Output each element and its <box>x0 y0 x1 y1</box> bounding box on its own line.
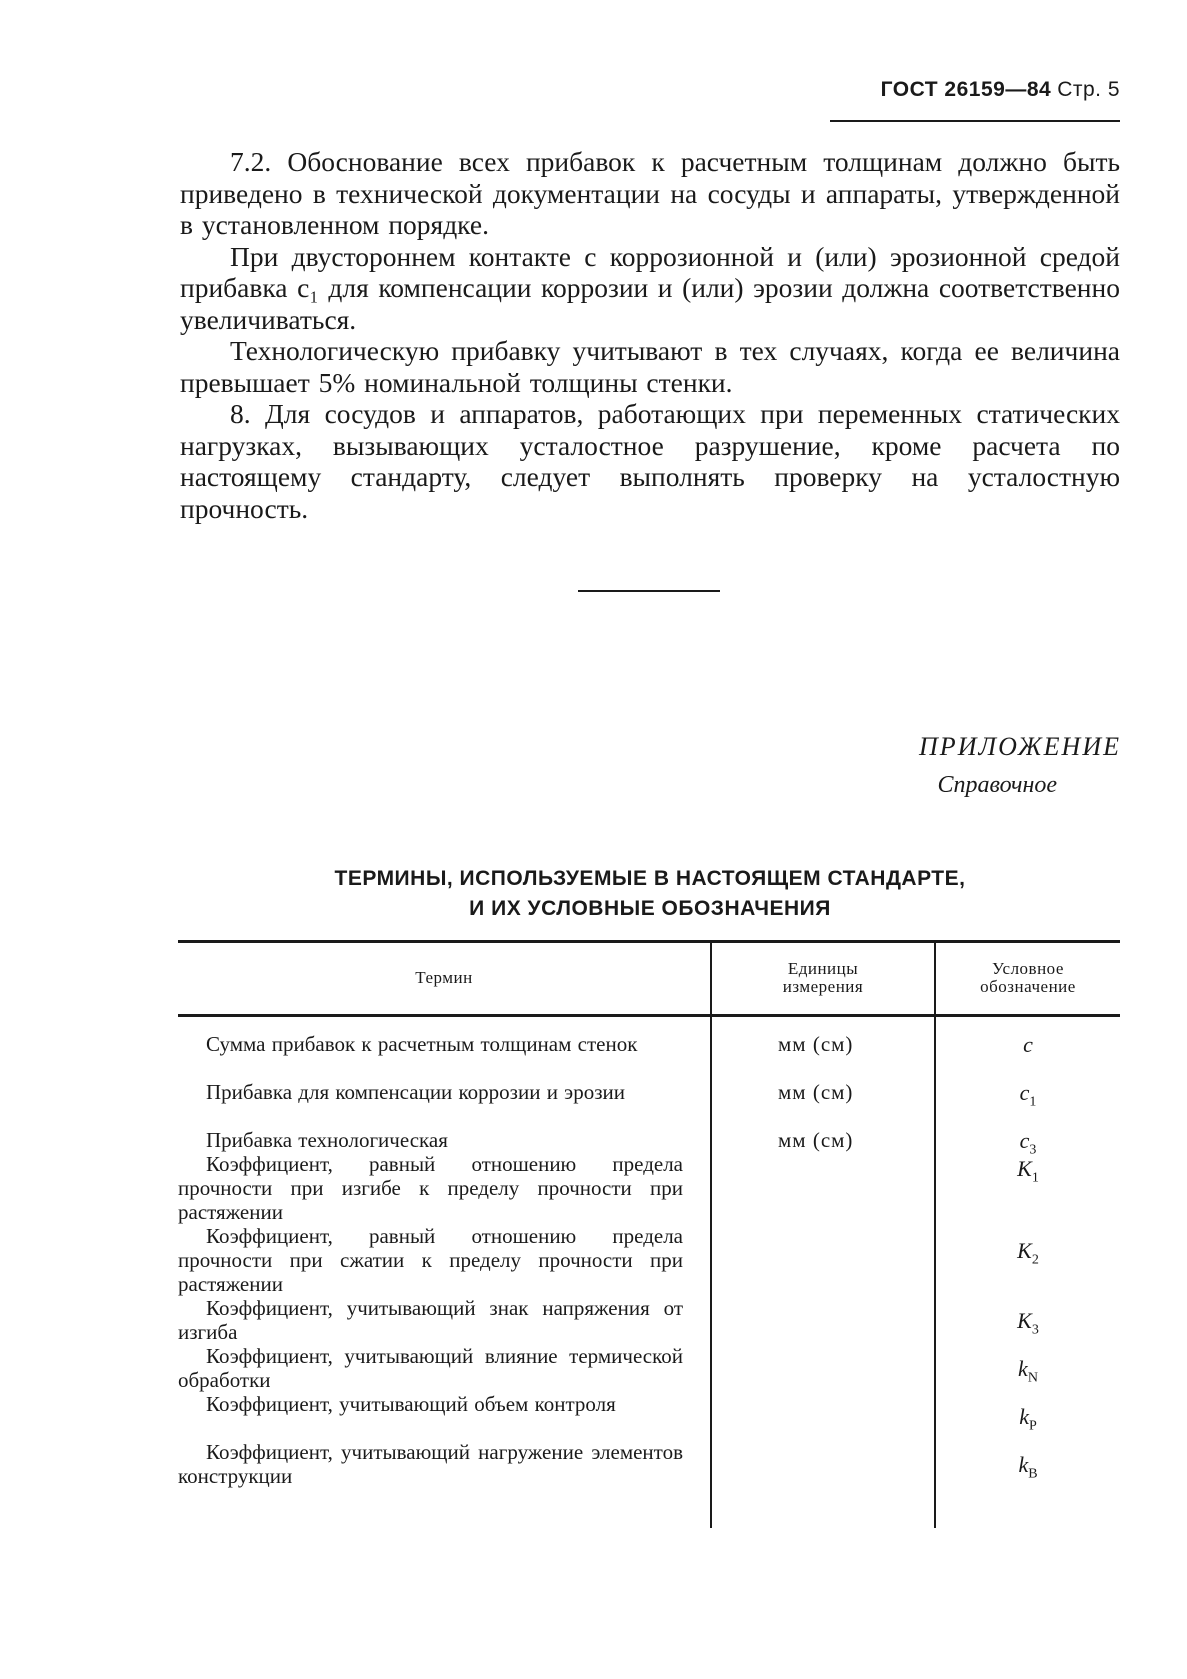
appendix-subtitle: Справочное <box>937 772 1057 798</box>
unit-cell: мм (см) <box>778 1080 854 1104</box>
symbol-cell: $k_B$ <box>1018 1452 1038 1482</box>
symbol-cell: $c_3$ <box>1019 1128 1037 1158</box>
unit-cell: мм (см) <box>778 1128 854 1152</box>
table-title <box>180 864 1120 924</box>
table-title-line-2: И ИХ УСЛОВНЫЕ ОБОЗНАЧЕНИЯ <box>469 897 831 920</box>
term-cell: Коэффициент, учитывающий знак напряжения от изгиба <box>178 1296 683 1344</box>
table-title-line-1: ТЕРМИНЫ, ИСПОЛЬЗУЕМЫЕ В НАСТОЯЩЕМ СТАНДАРТЕ, <box>334 867 966 890</box>
unit-cell: мм (см) <box>778 1032 854 1056</box>
term-cell: Коэффициент, равный отношению предела прочности при сжатии к пределу прочности при растяжении <box>178 1224 683 1296</box>
page-number: Стр. 5 <box>1057 78 1120 101</box>
symbol-cell: c <box>1023 1032 1033 1057</box>
paragraph-corrosion: При двустороннем контакте с коррозионной и (или) эрозионной средой прибавка c₁ для компенсации коррозии и (или) эрозии должна соответственно увеличиваться. <box>180 240 1120 335</box>
term-cell: Прибавка технологическая <box>206 1128 448 1152</box>
appendix-title: ПРИЛОЖЕНИЕ <box>919 732 1121 761</box>
term-cell: Коэффициент, равный отношению предела прочности при изгибе к пределу прочности при растяжении <box>178 1152 683 1224</box>
symbol-cell: $k_N$ <box>1018 1356 1038 1386</box>
symbol-cell: $K_2$ <box>1017 1238 1039 1268</box>
appendix-heading <box>919 732 1121 799</box>
term-cell: Прибавка для компенсации коррозии и эрозии <box>206 1080 625 1104</box>
term-cell: Коэффициент, учитывающий влияние термической обработки <box>178 1344 683 1392</box>
symbol-cell: $c_1$ <box>1019 1080 1037 1110</box>
term-cell: Коэффициент, учитывающий нагружение элементов конструкции <box>178 1440 683 1488</box>
table-column-divider-2 <box>934 942 936 1528</box>
symbol-cell: $k_P$ <box>1019 1404 1037 1434</box>
document-code: ГОСТ 26159—84 <box>880 78 1052 101</box>
table-header-rule <box>178 1014 1120 1017</box>
term-cell: Сумма прибавок к расчетным толщинам стенок <box>206 1032 638 1056</box>
symbol-cell: $K_1$ <box>1017 1156 1039 1186</box>
page-header <box>830 78 1120 122</box>
header-unit: Единицы измерения <box>782 959 864 996</box>
symbol-cell: $K_3$ <box>1017 1308 1039 1338</box>
header-symbol: Условное обозначение <box>980 959 1076 996</box>
terms-table <box>178 940 1120 1530</box>
paragraph-technological: Технологическую прибавку учитывают в тех случаях, когда ее величина превышает 5% номинальной толщины стенки. <box>180 335 1120 398</box>
paragraph-7-2: 7.2. Обоснование всех прибавок к расчетным толщинам должно быть приведено в технической документации на сосуды и аппараты, утвержденной в установленном порядке. <box>180 146 1120 240</box>
body-text <box>180 146 1120 524</box>
paragraph-8: 8. Для сосудов и аппаратов, работающих при переменных статических нагрузках, вызывающих усталостное разрушение, кроме расчета по настоящему стандарту, следует выполнять проверку на усталостную прочность. <box>180 398 1120 524</box>
table-column-divider-1 <box>710 942 712 1528</box>
section-divider <box>578 590 720 592</box>
header-term: Термин <box>415 968 473 987</box>
term-cell: Коэффициент, учитывающий объем контроля <box>206 1392 616 1416</box>
